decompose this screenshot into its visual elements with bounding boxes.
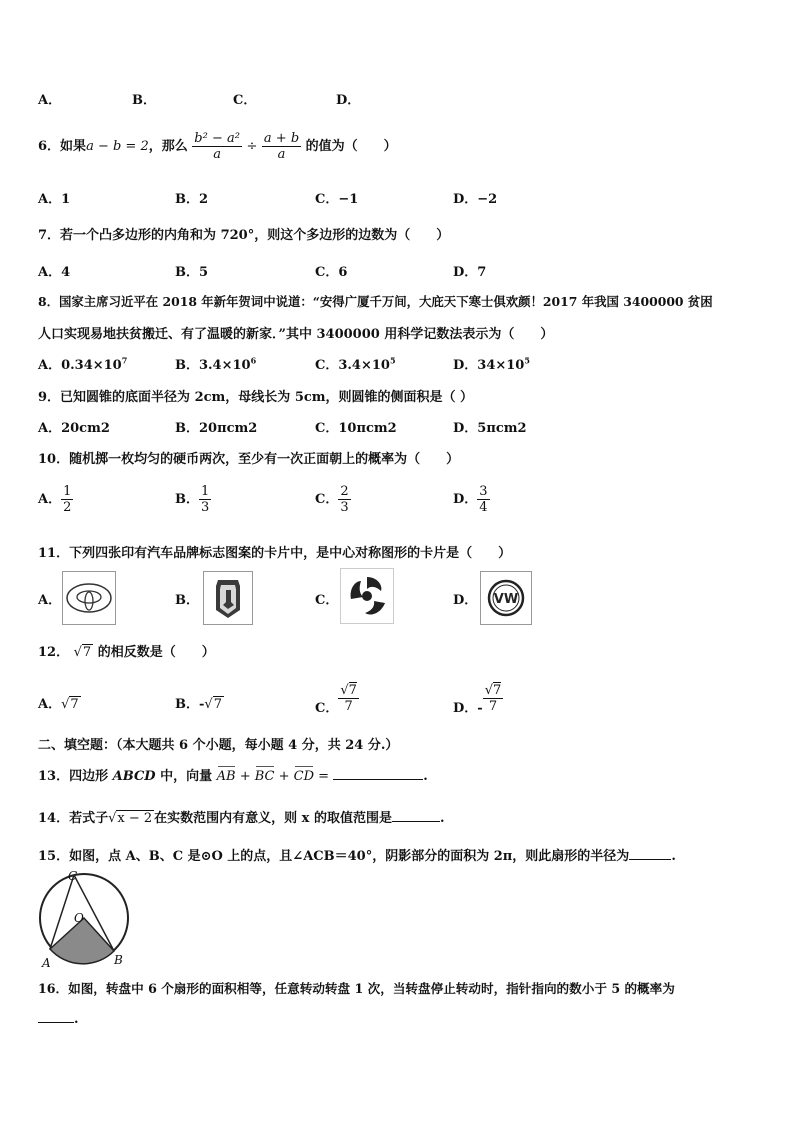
section-2-heading: 二、填空题：（本大题共 6 个小题，每小题 4 分，共 24 分.） <box>38 738 399 753</box>
q6-option-b: B．2 <box>175 192 209 207</box>
q13-equals: = <box>314 769 334 784</box>
q15-text: 15．如图，点 A、B、C 是⊙O 上的点，且∠ACB＝40°，阴影部分的面积为 2π，则此扇形的半径为 <box>38 849 630 864</box>
q8-option-a <box>38 354 127 373</box>
label-a: A <box>42 956 51 970</box>
q10-c-den: 3 <box>340 500 349 515</box>
option-d-top: D． <box>336 93 361 108</box>
question-9: 9．已知圆锥的底面半径为 2cm，母线长为 5cm，则圆锥的侧面积是（ ） <box>38 390 474 405</box>
q7-option-d: D．7 <box>453 265 487 280</box>
q8-option-b-exp: 6 <box>250 355 257 366</box>
q8-option-a-exp: 7 <box>121 355 128 366</box>
q12-d-radicand: 7 <box>492 683 502 698</box>
q10-option-b <box>175 484 211 515</box>
q6-frac1-denominator: a <box>213 147 221 162</box>
q13-mid: 中，向量 <box>155 769 217 784</box>
option-a-top: A． <box>38 93 62 108</box>
q6-option-d: D．−2 <box>453 192 498 207</box>
q11-option-c-label: C． <box>315 593 339 608</box>
q6-divide: ÷ <box>246 139 258 154</box>
q9-option-c: C．10πcm2 <box>315 421 397 436</box>
q12-option-b <box>175 693 224 712</box>
q12-c-radicand: 7 <box>348 683 357 698</box>
q8-option-b <box>175 354 256 373</box>
q15-end: . <box>671 849 676 864</box>
q10-a-num: 1 <box>63 484 72 499</box>
q10-option-b-label: B． <box>175 492 199 507</box>
q12-a-sqrt: √7 <box>61 697 79 712</box>
label-c: C <box>68 869 78 883</box>
q9-option-d: D．5πcm2 <box>453 421 527 436</box>
q14-suffix: 在实数范围内有意义，则 x 的取值范围是 <box>154 811 392 826</box>
q8-option-a-base: A．0.34×10 <box>38 358 122 373</box>
q9-option-b: B．20πcm2 <box>175 421 258 436</box>
question-15 <box>38 845 676 864</box>
q6-mid: ，那么 <box>148 139 188 154</box>
q10-option-d-fraction <box>477 484 489 515</box>
q8-option-d-exp: 5 <box>524 355 530 366</box>
q9-option-a: A．20cm2 <box>38 421 110 436</box>
q10-option-c-fraction <box>338 484 350 515</box>
q11-option-b-label: B． <box>175 593 199 608</box>
q15-circle-figure <box>34 866 134 970</box>
q6-option-a: A．1 <box>38 192 71 207</box>
q11-card-a <box>62 571 116 625</box>
q8-option-c <box>315 354 396 373</box>
q10-a-den: 2 <box>63 500 72 515</box>
q8-option-d <box>453 354 530 373</box>
q13-vector-bc: BC <box>254 769 275 784</box>
q12-c-label: C． <box>315 701 339 716</box>
q10-option-c <box>315 484 351 515</box>
q10-b-num: 1 <box>201 484 210 499</box>
q12-d-fraction <box>483 683 504 714</box>
q11-card-b <box>203 571 253 625</box>
q12-d-pre: - <box>477 701 483 716</box>
question-10: 10．随机掷一枚均匀的硬币两次，至少有一次正面朝上的概率为（ ） <box>38 452 460 467</box>
q13-end: . <box>423 769 428 784</box>
question-11: 11．下列四张印有汽车品牌标志图案的卡片中，是中心对称图形的卡片是（ ） <box>38 546 512 561</box>
q13-abcd: ABCD <box>112 769 156 784</box>
q8-option-b-base: B．3.4×10 <box>175 358 251 373</box>
q8-option-c-base: C．3.4×10 <box>315 358 390 373</box>
label-o: O <box>74 911 84 925</box>
q6-frac2-denominator: a <box>277 147 286 162</box>
q14-answer-blank[interactable] <box>392 809 440 822</box>
q12-b-sqrt: √7 <box>204 697 222 712</box>
label-b: B <box>114 953 123 967</box>
q6-frac1-numerator: b² − a² <box>194 131 240 146</box>
q12-d-num: √7 <box>484 683 502 698</box>
q15-answer-blank[interactable] <box>629 847 671 860</box>
q14-prefix: 14．若式子 <box>38 811 109 826</box>
q10-d-den: 4 <box>479 500 488 515</box>
q8-option-c-exp: 5 <box>389 355 396 366</box>
q12-b-pre: - <box>199 697 205 712</box>
q8-option-d-base: D．34×10 <box>453 358 525 373</box>
q10-option-d <box>453 484 490 515</box>
q10-option-a-fraction <box>61 484 73 515</box>
option-c-top: C． <box>233 93 257 108</box>
q12-b-radicand: 7 <box>213 697 222 712</box>
q12-a-label: A． <box>38 697 62 712</box>
q6-option-c: C．−1 <box>315 192 359 207</box>
question-7: 7．若一个凸多边形的内角和为 720°，则这个多边形的边数为（ ） <box>38 228 450 243</box>
q6-fraction-2 <box>262 131 301 162</box>
question-16-line-1: 16．如图，转盘中 6 个扇形的面积相等，任意转动转盘 1 次，当转盘停止转动时，指针指向的数小于 5 的概率为 <box>38 981 675 996</box>
vw-letters: VW <box>493 592 519 607</box>
q12-c-fraction <box>338 683 359 714</box>
q12-option-a <box>38 693 81 712</box>
option-b-top: B． <box>132 93 156 108</box>
q11-card-c <box>340 568 394 624</box>
q13-answer-blank[interactable] <box>333 767 423 780</box>
q12-option-c <box>315 683 359 714</box>
q14-radicand: x − 2 <box>117 811 153 826</box>
q12-suffix: 的相反数是（ ） <box>97 645 215 660</box>
question-12 <box>38 641 215 660</box>
question-16-line-2 <box>38 1010 79 1027</box>
q10-b-den: 3 <box>201 500 210 515</box>
q12-number: 12． <box>38 645 70 660</box>
swirl-logo-icon <box>341 569 393 623</box>
q11-card-d <box>480 571 532 625</box>
q6-frac2-numerator: a + b <box>263 131 300 146</box>
q16-answer-blank[interactable] <box>38 1010 74 1023</box>
q6-prefix: 如果 <box>60 139 87 154</box>
q10-option-c-label: C． <box>315 492 339 507</box>
shield-logo-icon <box>204 572 252 624</box>
q16-end: . <box>74 1012 79 1027</box>
volkswagen-logo-icon <box>481 572 531 624</box>
q13-prefix: 13．四边形 <box>38 769 113 784</box>
q12-sqrt: √7 <box>73 645 92 660</box>
q7-option-c: C．6 <box>315 265 348 280</box>
q12-option-d <box>453 683 503 714</box>
toyota-logo-icon <box>63 572 115 624</box>
q10-c-num: 2 <box>340 484 349 499</box>
q13-vector-cd: CD <box>293 769 315 784</box>
question-14 <box>38 807 445 826</box>
q11-option-d-label: D． <box>453 593 478 608</box>
q10-d-num: 3 <box>479 484 488 499</box>
q12-radicand: 7 <box>82 645 92 660</box>
q10-option-a <box>38 484 73 515</box>
q12-c-num: √7 <box>340 683 357 698</box>
q7-option-a: A．4 <box>38 265 71 280</box>
q10-option-b-fraction <box>199 484 211 515</box>
question-8-line-2: 人口实现易地扶贫搬迁、有了温暖的新家．”其中 3400000 用科学记数法表示为（ ） <box>38 327 554 342</box>
q7-option-b: B．5 <box>175 265 209 280</box>
q6-suffix: 的值为（ ） <box>305 139 397 154</box>
question-6 <box>38 131 397 162</box>
q12-d-label: D． <box>453 701 478 716</box>
q6-number: 6． <box>38 139 61 154</box>
q11-option-a-label: A． <box>38 593 62 608</box>
q10-option-a-label: A． <box>38 492 62 507</box>
q14-end: . <box>439 811 445 826</box>
question-8-line-1: 8．国家主席习近平在 2018 年新年贺词中说道：“安得广厦千万间，大庇天下寒士俱欢颜！2017 年我国 3400000 贫困 <box>38 294 713 309</box>
q13-vector-ab: AB <box>216 769 236 784</box>
q12-d-den: 7 <box>488 699 498 714</box>
q12-a-radicand: 7 <box>70 697 79 712</box>
q12-c-den: 7 <box>344 699 353 714</box>
q12-b-label: B． <box>175 697 199 712</box>
q6-condition: a − b = 2 <box>86 139 149 154</box>
q6-fraction-1 <box>192 131 242 162</box>
q10-option-d-label: D． <box>453 492 478 507</box>
q13-plus-1: + <box>235 769 255 784</box>
q13-plus-2: + <box>274 769 294 784</box>
q14-sqrt: √x − 2 <box>108 811 153 826</box>
question-13 <box>38 765 428 784</box>
